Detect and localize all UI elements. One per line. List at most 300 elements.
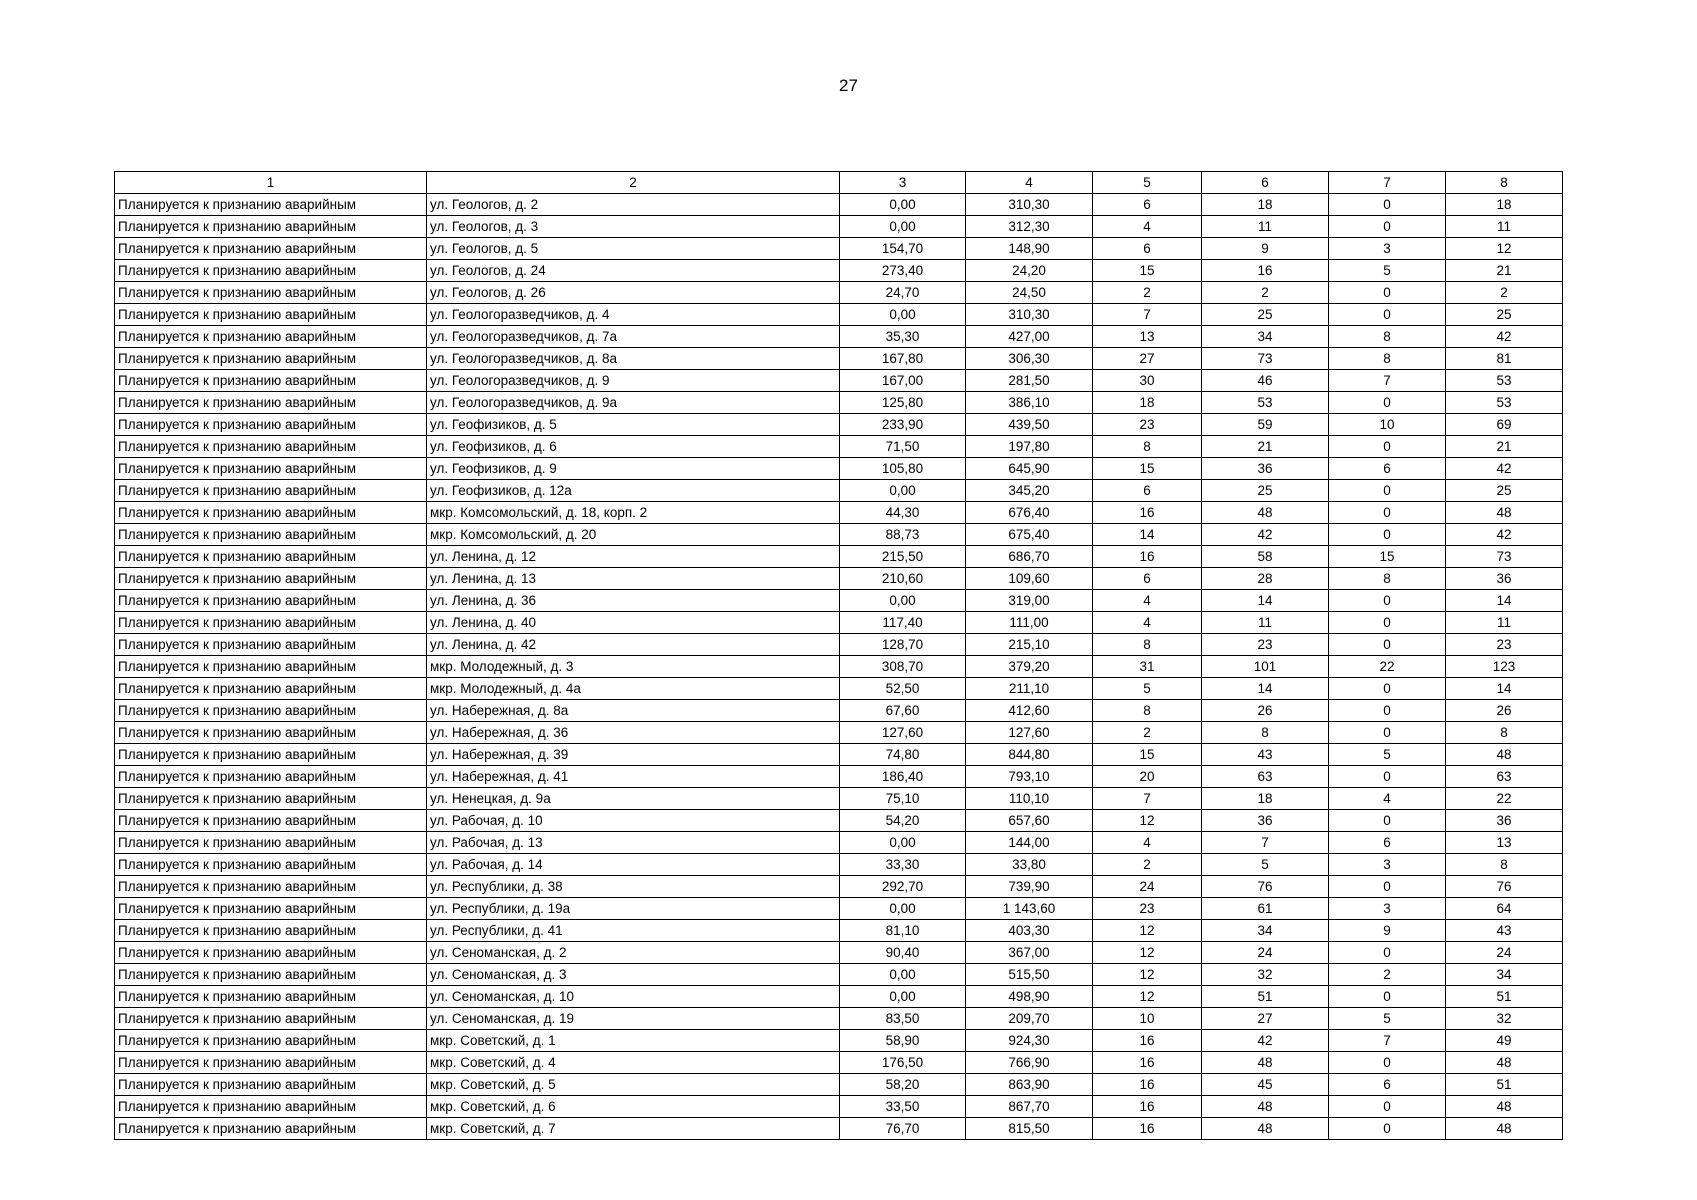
value-cell-6: 43 xyxy=(1202,744,1329,766)
table-row xyxy=(115,1074,1563,1096)
table-row xyxy=(115,612,1563,634)
value-cell-6: 5 xyxy=(1202,854,1329,876)
value-cell-5: 16 xyxy=(1093,502,1202,524)
value-cell-6: 25 xyxy=(1202,304,1329,326)
value-cell-7: 7 xyxy=(1329,370,1446,392)
address-cell: ул. Сеноманская, д. 19 xyxy=(427,1008,840,1030)
address-cell: мкр. Советский, д. 1 xyxy=(427,1030,840,1052)
value-cell-3: 58,20 xyxy=(840,1074,966,1096)
value-cell-4: 24,20 xyxy=(966,260,1093,282)
value-cell-8: 48 xyxy=(1446,1096,1563,1118)
value-cell-7: 0 xyxy=(1329,590,1446,612)
address-cell: мкр. Советский, д. 6 xyxy=(427,1096,840,1118)
table-row xyxy=(115,370,1563,392)
value-cell-8: 53 xyxy=(1446,392,1563,414)
value-cell-4: 657,60 xyxy=(966,810,1093,832)
address-cell: ул. Ленина, д. 12 xyxy=(427,546,840,568)
status-cell: Планируется к признанию аварийным xyxy=(115,678,427,700)
value-cell-4: 386,10 xyxy=(966,392,1093,414)
value-cell-8: 11 xyxy=(1446,612,1563,634)
value-cell-5: 7 xyxy=(1093,788,1202,810)
table-row xyxy=(115,898,1563,920)
value-cell-5: 16 xyxy=(1093,1052,1202,1074)
value-cell-4: 924,30 xyxy=(966,1030,1093,1052)
status-cell: Планируется к признанию аварийным xyxy=(115,568,427,590)
value-cell-8: 51 xyxy=(1446,1074,1563,1096)
value-cell-5: 6 xyxy=(1093,480,1202,502)
status-cell: Планируется к признанию аварийным xyxy=(115,876,427,898)
page-number: 27 xyxy=(839,76,858,95)
value-cell-5: 16 xyxy=(1093,1074,1202,1096)
column-number-header: 2 xyxy=(427,172,840,194)
value-cell-3: 154,70 xyxy=(840,238,966,260)
column-number-header: 7 xyxy=(1329,172,1446,194)
address-cell: ул. Геологоразведчиков, д. 9а xyxy=(427,392,840,414)
address-cell: мкр. Комсомольский, д. 18, корп. 2 xyxy=(427,502,840,524)
value-cell-3: 292,70 xyxy=(840,876,966,898)
status-cell: Планируется к признанию аварийным xyxy=(115,810,427,832)
address-cell: ул. Ленина, д. 40 xyxy=(427,612,840,634)
table-header-row xyxy=(115,172,1563,194)
value-cell-3: 167,80 xyxy=(840,348,966,370)
value-cell-8: 18 xyxy=(1446,194,1563,216)
value-cell-8: 8 xyxy=(1446,722,1563,744)
value-cell-6: 48 xyxy=(1202,1052,1329,1074)
value-cell-3: 54,20 xyxy=(840,810,966,832)
address-cell: ул. Ленина, д. 13 xyxy=(427,568,840,590)
value-cell-7: 0 xyxy=(1329,1096,1446,1118)
value-cell-7: 0 xyxy=(1329,722,1446,744)
value-cell-5: 2 xyxy=(1093,722,1202,744)
table-row xyxy=(115,1096,1563,1118)
status-cell: Планируется к признанию аварийным xyxy=(115,392,427,414)
value-cell-7: 0 xyxy=(1329,392,1446,414)
value-cell-4: 211,10 xyxy=(966,678,1093,700)
value-cell-3: 81,10 xyxy=(840,920,966,942)
address-cell: ул. Геологоразведчиков, д. 7а xyxy=(427,326,840,348)
address-cell: ул. Ленина, д. 42 xyxy=(427,634,840,656)
value-cell-4: 1 143,60 xyxy=(966,898,1093,920)
value-cell-6: 42 xyxy=(1202,524,1329,546)
value-cell-4: 645,90 xyxy=(966,458,1093,480)
value-cell-4: 867,70 xyxy=(966,1096,1093,1118)
value-cell-6: 27 xyxy=(1202,1008,1329,1030)
table-row xyxy=(115,810,1563,832)
value-cell-7: 3 xyxy=(1329,854,1446,876)
value-cell-5: 16 xyxy=(1093,546,1202,568)
table-row xyxy=(115,458,1563,480)
value-cell-6: 48 xyxy=(1202,1096,1329,1118)
column-number-header: 1 xyxy=(115,172,427,194)
value-cell-3: 0,00 xyxy=(840,216,966,238)
value-cell-8: 42 xyxy=(1446,524,1563,546)
table-row xyxy=(115,216,1563,238)
value-cell-4: 306,30 xyxy=(966,348,1093,370)
value-cell-4: 215,10 xyxy=(966,634,1093,656)
value-cell-6: 11 xyxy=(1202,612,1329,634)
value-cell-8: 21 xyxy=(1446,436,1563,458)
value-cell-7: 0 xyxy=(1329,634,1446,656)
value-cell-6: 59 xyxy=(1202,414,1329,436)
status-cell: Планируется к признанию аварийным xyxy=(115,766,427,788)
table-row xyxy=(115,304,1563,326)
value-cell-7: 3 xyxy=(1329,238,1446,260)
value-cell-4: 515,50 xyxy=(966,964,1093,986)
status-cell: Планируется к признанию аварийным xyxy=(115,260,427,282)
value-cell-8: 49 xyxy=(1446,1030,1563,1052)
table-row xyxy=(115,260,1563,282)
value-cell-3: 33,50 xyxy=(840,1096,966,1118)
value-cell-5: 20 xyxy=(1093,766,1202,788)
table-row xyxy=(115,964,1563,986)
value-cell-7: 0 xyxy=(1329,282,1446,304)
value-cell-5: 5 xyxy=(1093,678,1202,700)
value-cell-3: 24,70 xyxy=(840,282,966,304)
value-cell-5: 23 xyxy=(1093,898,1202,920)
value-cell-4: 686,70 xyxy=(966,546,1093,568)
value-cell-5: 8 xyxy=(1093,700,1202,722)
value-cell-3: 35,30 xyxy=(840,326,966,348)
value-cell-3: 127,60 xyxy=(840,722,966,744)
status-cell: Планируется к признанию аварийным xyxy=(115,370,427,392)
table-row xyxy=(115,326,1563,348)
value-cell-4: 111,00 xyxy=(966,612,1093,634)
column-number-header: 4 xyxy=(966,172,1093,194)
status-cell: Планируется к признанию аварийным xyxy=(115,744,427,766)
value-cell-7: 0 xyxy=(1329,1052,1446,1074)
address-cell: ул. Набережная, д. 41 xyxy=(427,766,840,788)
value-cell-8: 26 xyxy=(1446,700,1563,722)
address-cell: ул. Рабочая, д. 14 xyxy=(427,854,840,876)
value-cell-6: 8 xyxy=(1202,722,1329,744)
value-cell-5: 6 xyxy=(1093,194,1202,216)
value-cell-8: 48 xyxy=(1446,502,1563,524)
value-cell-4: 379,20 xyxy=(966,656,1093,678)
value-cell-4: 345,20 xyxy=(966,480,1093,502)
value-cell-6: 36 xyxy=(1202,458,1329,480)
value-cell-7: 0 xyxy=(1329,678,1446,700)
value-cell-5: 14 xyxy=(1093,524,1202,546)
status-cell: Планируется к признанию аварийным xyxy=(115,480,427,502)
value-cell-5: 23 xyxy=(1093,414,1202,436)
value-cell-5: 12 xyxy=(1093,964,1202,986)
address-cell: ул. Сеноманская, д. 10 xyxy=(427,986,840,1008)
status-cell: Планируется к признанию аварийным xyxy=(115,722,427,744)
value-cell-5: 4 xyxy=(1093,832,1202,854)
status-cell: Планируется к признанию аварийным xyxy=(115,194,427,216)
status-cell: Планируется к признанию аварийным xyxy=(115,238,427,260)
address-cell: ул. Геологов, д. 26 xyxy=(427,282,840,304)
value-cell-7: 8 xyxy=(1329,568,1446,590)
status-cell: Планируется к признанию аварийным xyxy=(115,1118,427,1140)
value-cell-8: 14 xyxy=(1446,678,1563,700)
status-cell: Планируется к признанию аварийным xyxy=(115,436,427,458)
value-cell-4: 109,60 xyxy=(966,568,1093,590)
address-cell: ул. Рабочая, д. 13 xyxy=(427,832,840,854)
value-cell-6: 11 xyxy=(1202,216,1329,238)
value-cell-4: 148,90 xyxy=(966,238,1093,260)
status-cell: Планируется к признанию аварийным xyxy=(115,282,427,304)
status-cell: Планируется к признанию аварийным xyxy=(115,700,427,722)
value-cell-3: 0,00 xyxy=(840,304,966,326)
value-cell-8: 48 xyxy=(1446,744,1563,766)
value-cell-6: 2 xyxy=(1202,282,1329,304)
table-row xyxy=(115,766,1563,788)
value-cell-4: 367,00 xyxy=(966,942,1093,964)
value-cell-6: 16 xyxy=(1202,260,1329,282)
value-cell-5: 31 xyxy=(1093,656,1202,678)
address-cell: ул. Геологов, д. 2 xyxy=(427,194,840,216)
value-cell-4: 498,90 xyxy=(966,986,1093,1008)
value-cell-3: 125,80 xyxy=(840,392,966,414)
value-cell-5: 13 xyxy=(1093,326,1202,348)
address-cell: ул. Геофизиков, д. 9 xyxy=(427,458,840,480)
address-cell: мкр. Комсомольский, д. 20 xyxy=(427,524,840,546)
value-cell-5: 4 xyxy=(1093,612,1202,634)
value-cell-6: 18 xyxy=(1202,788,1329,810)
value-cell-4: 863,90 xyxy=(966,1074,1093,1096)
status-cell: Планируется к признанию аварийным xyxy=(115,502,427,524)
address-cell: ул. Геофизиков, д. 6 xyxy=(427,436,840,458)
value-cell-7: 0 xyxy=(1329,1118,1446,1140)
value-cell-5: 12 xyxy=(1093,986,1202,1008)
value-cell-3: 76,70 xyxy=(840,1118,966,1140)
value-cell-3: 167,00 xyxy=(840,370,966,392)
table-row xyxy=(115,524,1563,546)
table-row xyxy=(115,634,1563,656)
housing-table xyxy=(114,171,1563,1140)
value-cell-7: 3 xyxy=(1329,898,1446,920)
value-cell-3: 128,70 xyxy=(840,634,966,656)
address-cell: ул. Геологоразведчиков, д. 8а xyxy=(427,348,840,370)
value-cell-3: 0,00 xyxy=(840,898,966,920)
table-row xyxy=(115,546,1563,568)
address-cell: ул. Рабочая, д. 10 xyxy=(427,810,840,832)
value-cell-8: 25 xyxy=(1446,304,1563,326)
table-row xyxy=(115,1008,1563,1030)
value-cell-5: 16 xyxy=(1093,1096,1202,1118)
value-cell-6: 26 xyxy=(1202,700,1329,722)
value-cell-5: 8 xyxy=(1093,634,1202,656)
table-body xyxy=(115,172,1563,1140)
value-cell-6: 73 xyxy=(1202,348,1329,370)
value-cell-8: 51 xyxy=(1446,986,1563,1008)
value-cell-5: 2 xyxy=(1093,854,1202,876)
value-cell-8: 32 xyxy=(1446,1008,1563,1030)
value-cell-5: 15 xyxy=(1093,744,1202,766)
column-number-header: 8 xyxy=(1446,172,1563,194)
value-cell-7: 0 xyxy=(1329,612,1446,634)
value-cell-3: 0,00 xyxy=(840,480,966,502)
value-cell-3: 233,90 xyxy=(840,414,966,436)
value-cell-5: 18 xyxy=(1093,392,1202,414)
address-cell: ул. Набережная, д. 36 xyxy=(427,722,840,744)
value-cell-7: 0 xyxy=(1329,986,1446,1008)
value-cell-8: 13 xyxy=(1446,832,1563,854)
status-cell: Планируется к признанию аварийным xyxy=(115,634,427,656)
table-row xyxy=(115,436,1563,458)
value-cell-4: 312,30 xyxy=(966,216,1093,238)
value-cell-8: 36 xyxy=(1446,568,1563,590)
value-cell-8: 48 xyxy=(1446,1052,1563,1074)
value-cell-8: 24 xyxy=(1446,942,1563,964)
value-cell-6: 76 xyxy=(1202,876,1329,898)
status-cell: Планируется к признанию аварийным xyxy=(115,1008,427,1030)
value-cell-8: 11 xyxy=(1446,216,1563,238)
value-cell-3: 186,40 xyxy=(840,766,966,788)
table-row xyxy=(115,700,1563,722)
value-cell-5: 16 xyxy=(1093,1118,1202,1140)
address-cell: ул. Республики, д. 19а xyxy=(427,898,840,920)
value-cell-5: 27 xyxy=(1093,348,1202,370)
value-cell-6: 36 xyxy=(1202,810,1329,832)
value-cell-8: 23 xyxy=(1446,634,1563,656)
value-cell-3: 210,60 xyxy=(840,568,966,590)
value-cell-7: 5 xyxy=(1329,1008,1446,1030)
value-cell-3: 0,00 xyxy=(840,964,966,986)
value-cell-6: 32 xyxy=(1202,964,1329,986)
value-cell-3: 33,30 xyxy=(840,854,966,876)
value-cell-7: 0 xyxy=(1329,216,1446,238)
value-cell-6: 46 xyxy=(1202,370,1329,392)
value-cell-6: 21 xyxy=(1202,436,1329,458)
status-cell: Планируется к признанию аварийным xyxy=(115,942,427,964)
status-cell: Планируется к признанию аварийным xyxy=(115,216,427,238)
value-cell-8: 42 xyxy=(1446,326,1563,348)
value-cell-7: 0 xyxy=(1329,942,1446,964)
value-cell-6: 61 xyxy=(1202,898,1329,920)
status-cell: Планируется к признанию аварийным xyxy=(115,1074,427,1096)
status-cell: Планируется к признанию аварийным xyxy=(115,964,427,986)
value-cell-6: 63 xyxy=(1202,766,1329,788)
value-cell-3: 52,50 xyxy=(840,678,966,700)
value-cell-8: 8 xyxy=(1446,854,1563,876)
value-cell-3: 71,50 xyxy=(840,436,966,458)
value-cell-8: 21 xyxy=(1446,260,1563,282)
value-cell-4: 127,60 xyxy=(966,722,1093,744)
value-cell-8: 63 xyxy=(1446,766,1563,788)
address-cell: ул. Ленина, д. 36 xyxy=(427,590,840,612)
value-cell-5: 12 xyxy=(1093,942,1202,964)
value-cell-4: 766,90 xyxy=(966,1052,1093,1074)
status-cell: Планируется к признанию аварийным xyxy=(115,524,427,546)
status-cell: Планируется к признанию аварийным xyxy=(115,458,427,480)
table-row xyxy=(115,568,1563,590)
value-cell-5: 24 xyxy=(1093,876,1202,898)
value-cell-4: 310,30 xyxy=(966,194,1093,216)
address-cell: ул. Геофизиков, д. 12а xyxy=(427,480,840,502)
table-row xyxy=(115,502,1563,524)
status-cell: Планируется к признанию аварийным xyxy=(115,1096,427,1118)
value-cell-4: 24,50 xyxy=(966,282,1093,304)
value-cell-7: 5 xyxy=(1329,260,1446,282)
value-cell-3: 176,50 xyxy=(840,1052,966,1074)
value-cell-3: 74,80 xyxy=(840,744,966,766)
value-cell-5: 12 xyxy=(1093,920,1202,942)
value-cell-5: 4 xyxy=(1093,216,1202,238)
value-cell-3: 75,10 xyxy=(840,788,966,810)
value-cell-5: 15 xyxy=(1093,458,1202,480)
value-cell-3: 0,00 xyxy=(840,986,966,1008)
address-cell: ул. Геологоразведчиков, д. 4 xyxy=(427,304,840,326)
value-cell-6: 28 xyxy=(1202,568,1329,590)
value-cell-3: 215,50 xyxy=(840,546,966,568)
value-cell-7: 0 xyxy=(1329,876,1446,898)
value-cell-6: 9 xyxy=(1202,238,1329,260)
column-number-header: 5 xyxy=(1093,172,1202,194)
table-row xyxy=(115,414,1563,436)
value-cell-7: 0 xyxy=(1329,502,1446,524)
value-cell-5: 7 xyxy=(1093,304,1202,326)
value-cell-6: 14 xyxy=(1202,590,1329,612)
value-cell-3: 0,00 xyxy=(840,590,966,612)
address-cell: мкр. Советский, д. 4 xyxy=(427,1052,840,1074)
value-cell-4: 439,50 xyxy=(966,414,1093,436)
value-cell-6: 42 xyxy=(1202,1030,1329,1052)
status-cell: Планируется к признанию аварийным xyxy=(115,326,427,348)
value-cell-4: 281,50 xyxy=(966,370,1093,392)
value-cell-8: 48 xyxy=(1446,1118,1563,1140)
value-cell-4: 197,80 xyxy=(966,436,1093,458)
value-cell-7: 7 xyxy=(1329,1030,1446,1052)
value-cell-8: 73 xyxy=(1446,546,1563,568)
address-cell: мкр. Молодежный, д. 3 xyxy=(427,656,840,678)
value-cell-8: 25 xyxy=(1446,480,1563,502)
value-cell-6: 24 xyxy=(1202,942,1329,964)
value-cell-4: 33,80 xyxy=(966,854,1093,876)
value-cell-3: 0,00 xyxy=(840,194,966,216)
value-cell-4: 739,90 xyxy=(966,876,1093,898)
value-cell-4: 110,10 xyxy=(966,788,1093,810)
value-cell-7: 0 xyxy=(1329,436,1446,458)
table-row xyxy=(115,942,1563,964)
table-row xyxy=(115,480,1563,502)
status-cell: Планируется к признанию аварийным xyxy=(115,854,427,876)
value-cell-3: 308,70 xyxy=(840,656,966,678)
value-cell-8: 42 xyxy=(1446,458,1563,480)
column-number-header: 6 xyxy=(1202,172,1329,194)
table-row xyxy=(115,722,1563,744)
table-row xyxy=(115,788,1563,810)
value-cell-7: 0 xyxy=(1329,766,1446,788)
table-row xyxy=(115,876,1563,898)
table-row xyxy=(115,832,1563,854)
value-cell-8: 76 xyxy=(1446,876,1563,898)
value-cell-8: 53 xyxy=(1446,370,1563,392)
value-cell-3: 0,00 xyxy=(840,832,966,854)
address-cell: ул. Набережная, д. 8а xyxy=(427,700,840,722)
value-cell-3: 273,40 xyxy=(840,260,966,282)
value-cell-4: 793,10 xyxy=(966,766,1093,788)
value-cell-4: 319,00 xyxy=(966,590,1093,612)
value-cell-7: 6 xyxy=(1329,1074,1446,1096)
status-cell: Планируется к признанию аварийным xyxy=(115,590,427,612)
value-cell-5: 2 xyxy=(1093,282,1202,304)
table-row xyxy=(115,348,1563,370)
status-cell: Планируется к признанию аварийным xyxy=(115,898,427,920)
value-cell-5: 30 xyxy=(1093,370,1202,392)
table-row xyxy=(115,986,1563,1008)
value-cell-3: 58,90 xyxy=(840,1030,966,1052)
value-cell-7: 15 xyxy=(1329,546,1446,568)
value-cell-8: 14 xyxy=(1446,590,1563,612)
value-cell-3: 117,40 xyxy=(840,612,966,634)
value-cell-7: 4 xyxy=(1329,788,1446,810)
value-cell-4: 427,00 xyxy=(966,326,1093,348)
table-row xyxy=(115,1030,1563,1052)
status-cell: Планируется к признанию аварийным xyxy=(115,788,427,810)
status-cell: Планируется к признанию аварийным xyxy=(115,348,427,370)
